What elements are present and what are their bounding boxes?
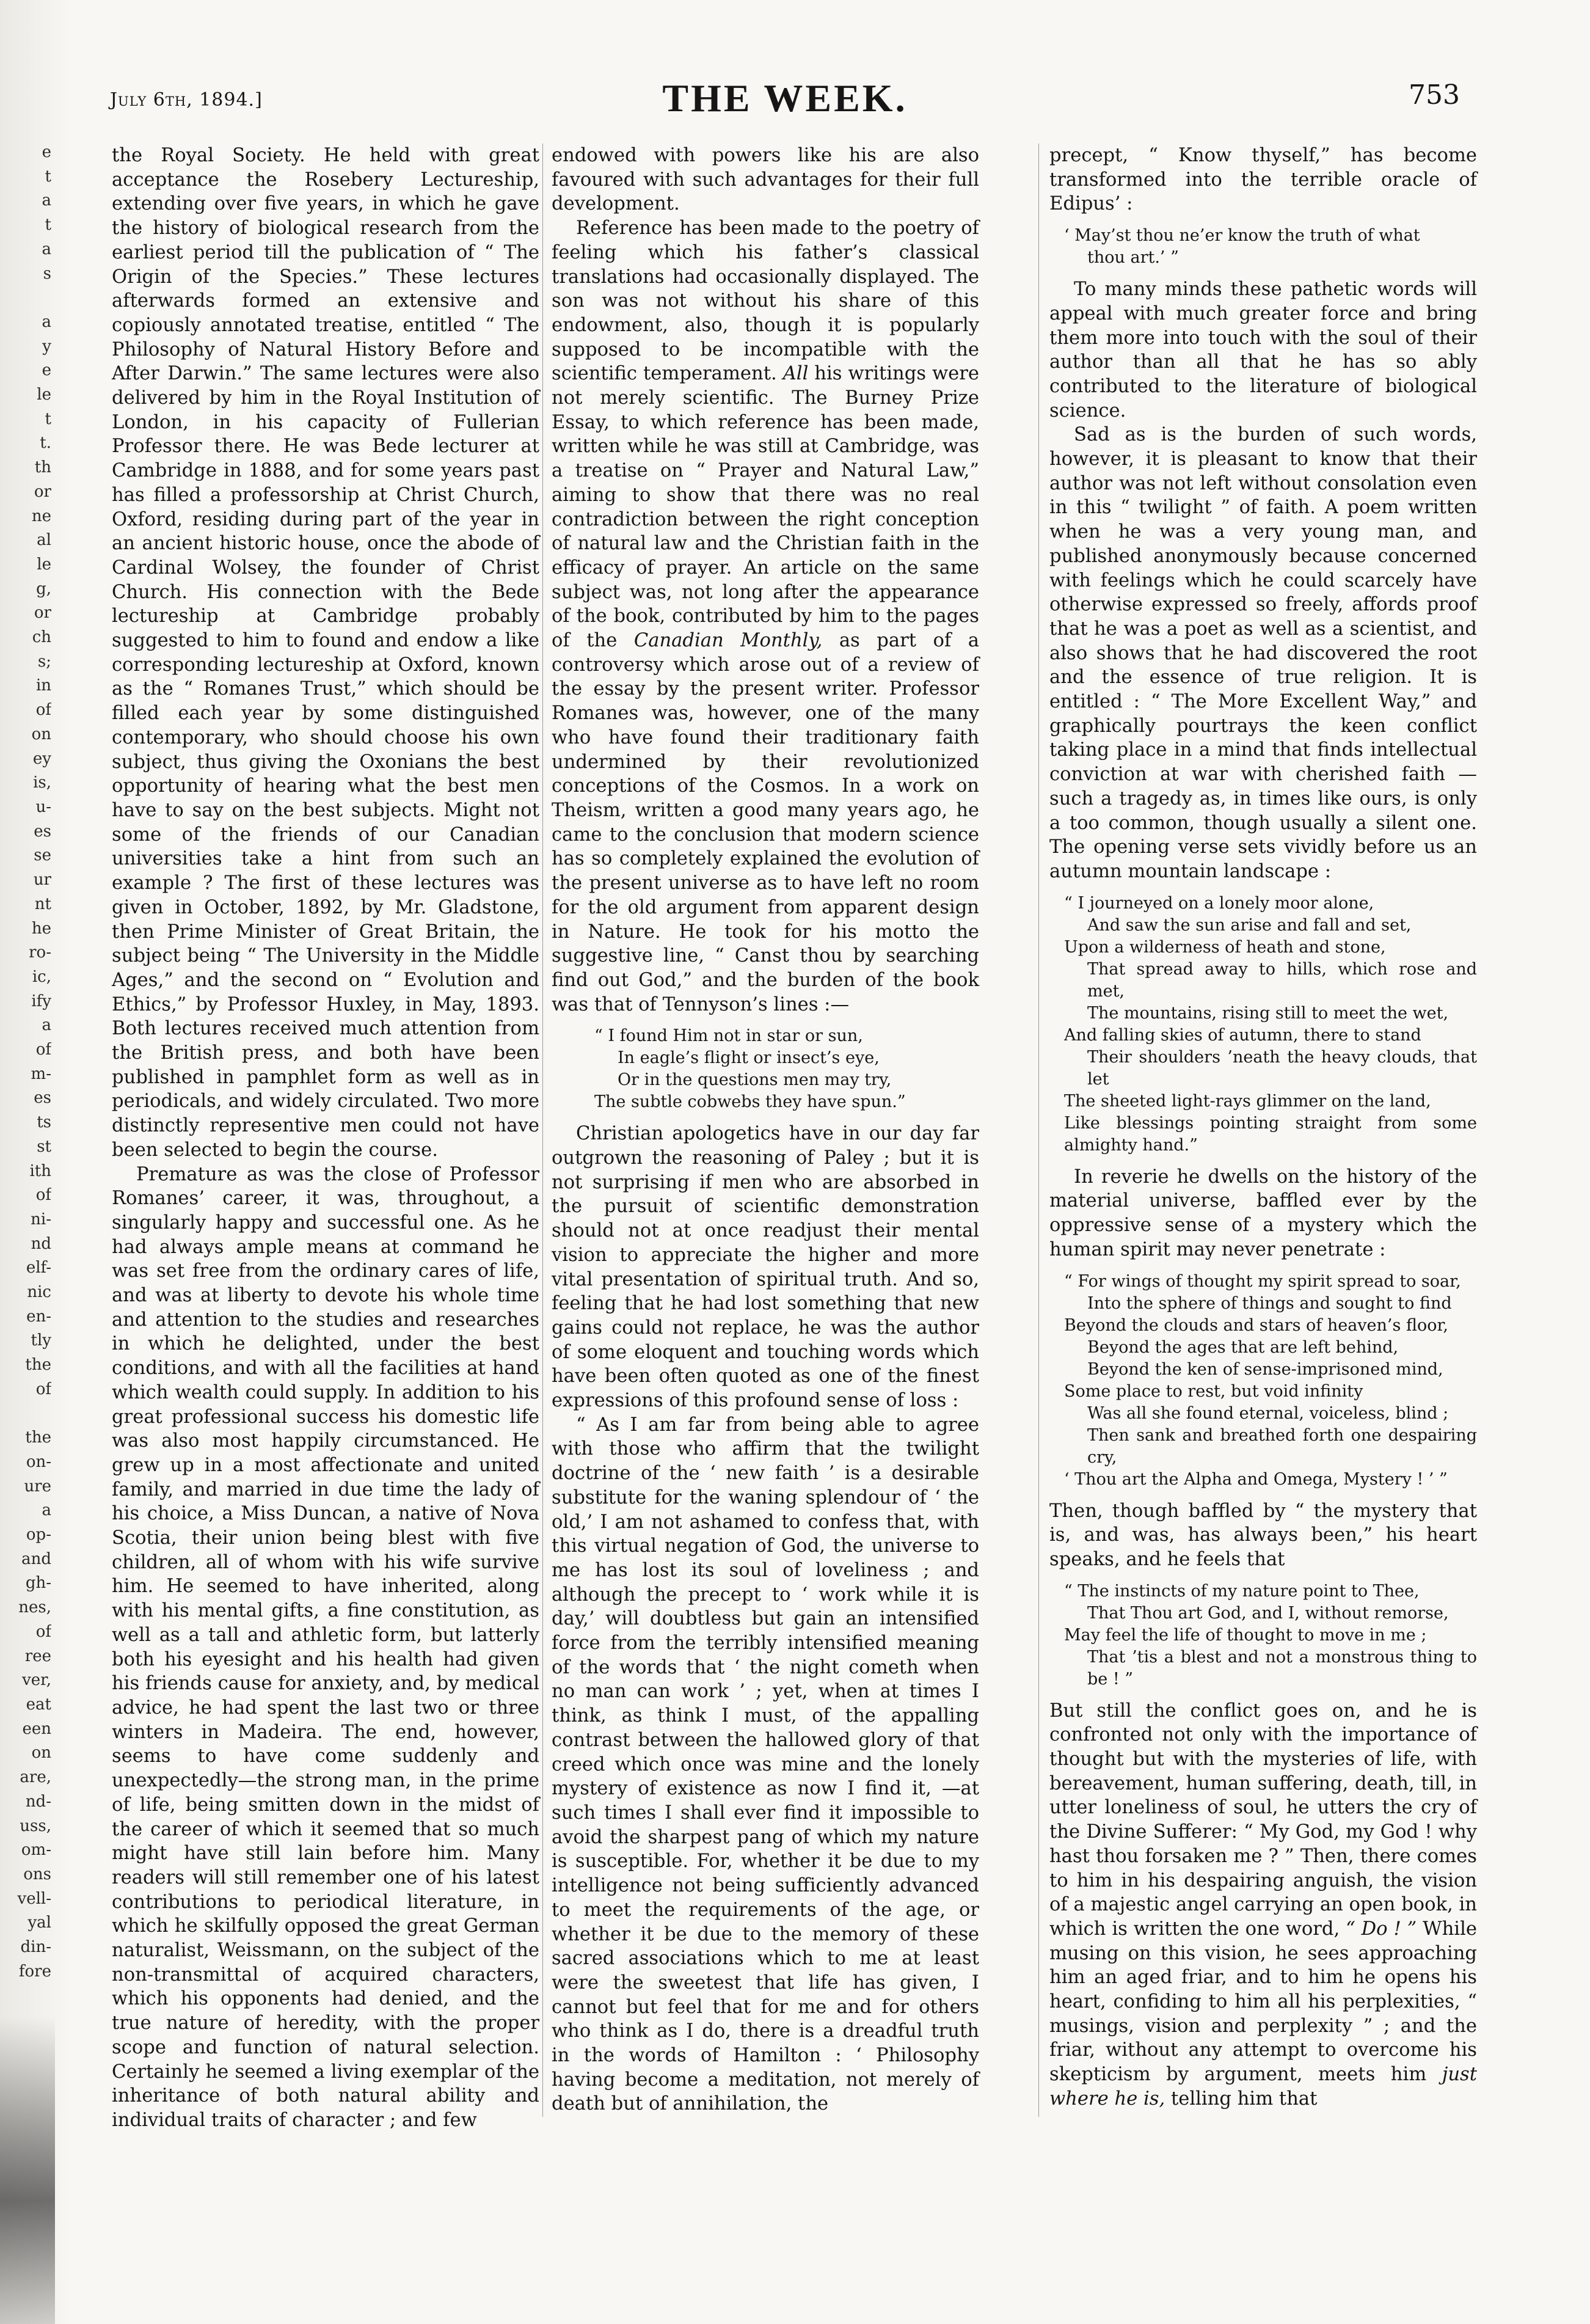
verse-line: In eagle’s flight or insect’s eye, <box>618 1048 880 1068</box>
gutter-fragment: t. <box>40 434 51 453</box>
paragraph: precept, “ Know thyself,” has become transformed into the terrible oracle of Edipus’ : <box>1049 145 1477 215</box>
gutter-fragment: ts <box>37 1113 51 1132</box>
verse-line: Some place to rest, but void infinity <box>1064 1381 1363 1401</box>
gutter-fragment: t <box>45 409 51 428</box>
verse-line: The sheeted light-rays glimmer on the land, <box>1064 1091 1431 1111</box>
gutter-fragment: al <box>37 531 51 550</box>
gutter-fragment: a <box>42 1501 51 1520</box>
paragraph <box>552 216 979 1017</box>
emphasis: All <box>782 363 809 385</box>
gutter-fragment: or <box>34 482 51 501</box>
gutter-fragment: elf- <box>26 1259 51 1277</box>
binding-shadow <box>0 2016 55 2324</box>
gutter-fragment: din- <box>20 1938 51 1957</box>
verse-line: Beyond the ages that are left behind, <box>1087 1337 1399 1357</box>
verse-quote <box>1049 1271 1477 1491</box>
paragraph: the Royal Society. He held with great acceptance the Rosebery Lectureship, extending over five years, in which he gave the history of biological research from the earliest period till the publication of “ The Origin of the Species.” These lectures afterwards formed an extensive and copiously annotated treatise, entitled “ The Philosophy of Natural History Before and After Darwin.” The same lectures were also delivered by him in the Royal Institution of London, in his capacity of Fullerian Professor there. He was Bede lecturer at Cambridge in 1888, and for some years past has filled a professorship at Christ Church, Oxford, residing during part of the year in an ancient historic house, once the abode of Cardinal Wolsey, the founder of Christ Church. His connection with the Bede lectureship at Cambridge probably suggested to him to found and endow a like corresponding lectureship at Oxford, known as the “ Romanes Trust,” which should be filled each year by some distinguished contemporary, who should choose his own subject, thus giving the Oxonians the best opportunity of hearing what the best men have to say on the best subjects. Might not some of the friends of our Canadian universities take a hint from such an example ? The first of these lectures was given in October, 1892, by Mr. Gladstone, then Prime Minister of Great Britain, the subject being “ The University in the Middle Ages,” and the second on “ Evolution and Ethics,” by Professor Huxley, in May, 1893. Both lectures received much attention from the British press, and both have been published in pamphlet form as well as in periodicals, and widely circulated. Two more distinctly representive men could not have been selected to begin the course. <box>112 145 539 1161</box>
verse-line: Beyond the ken of sense-imprisoned mind, <box>1087 1359 1443 1379</box>
verse-line: thou art.’ ” <box>1087 248 1179 268</box>
verse-line: “ For wings of thought my spirit spread to soar, <box>1064 1271 1461 1291</box>
verse-line: Then sank and breathed forth one despairing cry, <box>1087 1425 1477 1467</box>
gutter-fragment: of <box>35 1186 51 1205</box>
paragraph: Christian apologetics have in our day far outgrown the reasoning of Paley ; but it is not surprising if men who are absorbed in the pursuit of scientific demonstration should not at once readjust their mental vision to appreciate the higher and more vital presentation of spiritual truth. And so, feeling that he had lost something that new gains could not replace, he was the author of some eloquent and touching words which have been often quoted as one of the finest expressions of this profound sense of loss : <box>552 1123 979 1412</box>
column-rule <box>1038 144 1039 2117</box>
gutter-fragment <box>2 1402 51 1427</box>
paragraph: Premature as was the close of Professor Romanes’ career, it was, throughout, a singularly happy and successful one. As he had always ample means at command he was set free from the ordinary cares of life, and was at liberty to devote his whole time and attention to the studies and researches in which he delighted, under the best conditions, and with all the facilities at hand which wealth could supply. In addition to his great professional success his domestic life was also most happily circumstanced. He grew up in a most affectionate and united family, and married in due time the lady of his choice, a Miss Duncan, a native of Nova Scotia, their union being blest with five children, all of whom with his wife survive him. He seemed to have inherited, along with his mental gifts, a fine constitution, as well as a tall and athletic form, but latterly both his eyesight and his health had given his friends cause for anxiety, and, by medical advice, he had spent the last two or three winters in Madeira. The end, however, seems to have come suddenly and unexpectedly—the strong man, in the prime of life, being smitten down in the midst of the career of which it seemed that so much might have still lain before him. Many readers will still remember one of his latest contributions to periodical literature, in which he skilfully opposed the great German naturalist, Weissmann, on the subject of the non-transmittal of acquired characters, which his opponents had denied, and the true nature of heredity, with the proper scope and function of natural selection. Certainly he seemed a living exemplar of the inheritance of both natural ability and individual traits of character ; and few <box>112 1163 539 2131</box>
gutter-fragment: ni- <box>31 1210 51 1229</box>
column-2 <box>552 144 979 2116</box>
gutter-fragment: of <box>35 1040 51 1059</box>
gutter-fragment: t <box>45 216 51 235</box>
gutter-fragment: uss, <box>20 1816 51 1835</box>
gutter-fragment: s; <box>37 652 51 671</box>
text-run: But still the conflict goes on, and he is confronted not only with the importance of thought but with the mysteries of life, with bereavement, human suffering, death, till, in utter loneliness of soul, he utters the cry of the Divine Sufferer: “ My God, my God ! why hast thou forsaken me ? ” Then, there comes to him in his despairing anguish, the vision of a majestic angel carrying an open book, in which is written the one word, <box>1049 1700 1477 1940</box>
column-1 <box>112 144 539 2133</box>
text-run: as part of a controversy which arose out of a review of the essay by the present writer. Professor Romanes was, however, one of the many who have found their traditionary faith undermined by their revolutionized conceptions of the Cosmos. In a work on Theism, written a good many years ago, he came to the conclusion that modern science has so completely explained the evolution of the present universe as to have left no room for the old argument from apparent design in Nature. He took for his motto the suggestive line, “ Canst thou by searching find out God,” and the burden of the book was that of Tennyson’s lines :— <box>552 630 979 1015</box>
gutter-fragment: on- <box>26 1452 51 1471</box>
paragraph: Then, though baffled by “ the mystery that is, and was, has always been,” his heart speaks, and he feels that <box>1049 1500 1477 1570</box>
gutter-fragment: le <box>37 555 51 574</box>
gutter-fragment: nes, <box>18 1598 51 1617</box>
paragraph: endowed with powers like his are also favoured with such advantages for their full development. <box>552 145 979 215</box>
column-rule <box>542 144 543 2117</box>
gutter-fragment: e <box>42 143 51 161</box>
left-page-gutter <box>0 0 73 2324</box>
adjacent-page-fragments <box>2 141 51 1984</box>
publication-title: THE WEEK. <box>662 76 908 120</box>
verse-quote <box>1049 893 1477 1157</box>
gutter-fragment: es <box>34 822 51 841</box>
paragraph: “ As I am far from being able to agree with those who affirm that the twilight doctrine of the ‘ new faith ’ is a desirable substitute for the waning splendour of ‘ the old,’ I am not ashamed to confess that, with this virtual negation of God, the universe to me has lost its soul of loveliness ; and although the precept to ‘ work while it is day,’ will doubtless but gain an intensified force from the terribly intensified meaning of the words that ‘ the night cometh when no man can work ’ ; yet, when at times I think, as think I must, of the appalling contrast between the hallowed glory of that creed which once was mine and the lonely mystery of existence as now I find it, —at such times I shall ever find it impossible to avoid the sharpest pang of which my nature is susceptible. For, whether it be due to my intelligence not being sufficiently advanced to meet the requirements of the age, or whether it be due to the memory of these sacred associations which to me at least were the sweetest that life has given, I cannot but feel that for me and for others who think as I do, there is a dreadful truth in the words of Hamilton : ‘ Philosophy having become a meditation, not merely of death but of annihilation, the <box>552 1414 979 2115</box>
gutter-fragment: s <box>43 264 51 283</box>
verse-line: Into the sphere of things and sought to find <box>1087 1293 1452 1313</box>
verse-line: ‘ May’st thou ne’er know the truth of what <box>1064 226 1420 246</box>
verse-line: Beyond the clouds and stars of heaven’s floor, <box>1064 1315 1448 1335</box>
paragraph: Sad as is the burden of such words, however, it is pleasant to know that their author was not left without consolation even in this “ twilight ” of faith. A poem written when he was a very young man, and published anonymously because concerned with feelings which he could scarcely have otherwise expressed so freely, affords proof that he was a poet as well as a scientist, and also shows that he had discovered the root and the essence of true religion. It is entitled : “ The More Excellent Way,” and graphically pourtrays the keen conflict taking place in a mind that finds intellectual conviction at war with cherished faith —such a tragedy as, in times like ours, is only a too common, though usually a silent one. The opening verse sets vividly before us an autumn mountain landscape : <box>1049 424 1477 882</box>
gutter-fragment: eat <box>26 1695 51 1714</box>
verse-line: And falling skies of autumn, there to stand <box>1064 1025 1421 1045</box>
gutter-fragment: in <box>35 676 51 695</box>
column-3 <box>1049 144 1477 2111</box>
gutter-fragment: or <box>34 604 51 623</box>
gutter-fragment: een <box>22 1719 51 1738</box>
verse-line: And saw the sun arise and fall and set, <box>1087 915 1412 935</box>
gutter-fragment: and <box>21 1549 51 1568</box>
verse-line: Or in the questions men may try, <box>618 1070 892 1090</box>
gutter-fragment: m- <box>31 1064 51 1083</box>
verse-line: That spread away to hills, which rose and met, <box>1087 959 1477 1001</box>
gutter-fragment: nt <box>34 894 51 913</box>
gutter-fragment: op- <box>26 1526 51 1544</box>
verse-line: That ’tis a blest and not a monstrous thing to be ! ” <box>1087 1647 1477 1689</box>
gutter-fragment: t <box>45 167 51 186</box>
verse-line: Upon a wilderness of heath and stone, <box>1064 937 1386 957</box>
emphasis: just where he is, <box>1049 2064 1478 2110</box>
gutter-fragment: on <box>31 1744 51 1763</box>
gutter-fragment: e <box>42 361 51 380</box>
gutter-fragment: ur <box>33 871 51 890</box>
verse-line: ‘ Thou art the Alpha and Omega, Mystery ! ’ ” <box>1064 1469 1448 1489</box>
gutter-fragment: on <box>31 725 51 744</box>
verse-line: “ I journeyed on a lonely moor alone, <box>1064 893 1374 913</box>
gutter-fragment: ure <box>24 1477 51 1496</box>
gutter-fragment: ro- <box>29 943 51 962</box>
gutter-fragment: the <box>25 1356 51 1375</box>
issue-date: July 6th, 1894.] <box>110 89 263 111</box>
gutter-fragment: yal <box>27 1913 51 1932</box>
gutter-fragment: en- <box>26 1307 51 1326</box>
gutter-fragment: ne <box>31 506 51 525</box>
gutter-fragment: a <box>42 1016 51 1035</box>
gutter-fragment: u- <box>35 797 51 816</box>
gutter-fragment: ver, <box>22 1671 51 1690</box>
verse-line: Was all she found eternal, voiceless, blind ; <box>1087 1403 1449 1423</box>
gutter-fragment: are, <box>20 1768 51 1787</box>
verse-quote <box>1049 225 1477 269</box>
paragraph: To many minds these pathetic words will appeal with much greater force and bring them more into touch with the soul of their author than all that he has so ably contributed to the literature of biological science. <box>1049 279 1477 422</box>
gutter-fragment: y <box>42 337 51 356</box>
gutter-fragment: se <box>34 846 51 865</box>
gutter-fragment: is, <box>33 773 51 792</box>
text-run: his writings were not merely scientific. The Burney Prize Essay, to which reference has been made, written while he was still at Cambridge, was a treatise on “ Prayer and Natural Law,” aiming to show that there was no real contradiction between the right conception of natural law and the Christian faith in the efficacy of prayer. An article on the same subject was, not long after the appearance of the book, contributed by him to the pages of the <box>552 363 979 652</box>
gutter-fragment: of <box>35 1622 51 1641</box>
gutter-fragment: ree <box>24 1646 51 1665</box>
verse-line: The mountains, rising still to meet the wet, <box>1087 1003 1449 1023</box>
text-run: Reference has been made to the poetry of feeling which his father’s classical translations had occasionally displayed. The son was not without his share of this endowment, also, though it is popularly supposed to be incompatible with the scientific temperament. <box>552 217 979 385</box>
gutter-fragment: vell- <box>17 1889 51 1908</box>
gutter-fragment <box>2 286 51 310</box>
gutter-fragment: of <box>35 1379 51 1398</box>
verse-quote <box>552 1025 979 1113</box>
gutter-fragment: ith <box>29 1161 51 1180</box>
gutter-fragment: he <box>31 919 51 938</box>
paragraph: In reverie he dwells on the history of the material universe, baffled ever by the oppressive sense of a mystery which the human spirit may never penetrate : <box>1049 1166 1477 1260</box>
gutter-fragment: g, <box>36 579 51 598</box>
gutter-fragment: om- <box>21 1841 51 1860</box>
gutter-fragment: nd <box>31 1234 51 1253</box>
emphasis: “ Do ! ” <box>1346 1918 1417 1940</box>
gutter-fragment: st <box>37 1137 51 1156</box>
emphasis: Canadian Monthly, <box>633 630 823 652</box>
gutter-fragment: ey <box>32 749 51 768</box>
text-run: While musing on this vision, he sees approaching him an aged friar, and to him he opens his heart, confiding to him all his perplexities, “ musings, vision and perplexity ” ; and the friar, without any attempt to overcome his skepticism by argument, meets him <box>1049 1918 1477 2086</box>
gutter-fragment: nd- <box>25 1792 51 1811</box>
verse-line: That Thou art God, and I, without remorse, <box>1087 1603 1449 1623</box>
gutter-fragment: a <box>42 312 51 331</box>
gutter-fragment: fore <box>18 1962 51 1981</box>
gutter-fragment: the <box>25 1428 51 1447</box>
gutter-fragment: ify <box>31 992 51 1010</box>
gutter-fragment: of <box>35 701 51 720</box>
gutter-fragment: le <box>37 386 51 404</box>
gutter-fragment: ch <box>32 628 51 647</box>
gutter-fragment: es <box>34 1089 51 1108</box>
gutter-fragment: a <box>42 239 51 258</box>
gutter-fragment: ic, <box>32 967 51 986</box>
page-number: 753 <box>1409 79 1460 111</box>
verse-line: “ The instincts of my nature point to Thee, <box>1064 1581 1420 1601</box>
verse-line: Like blessings pointing straight from some almighty hand.” <box>1064 1113 1477 1155</box>
verse-line: “ I found Him not in star or sun, <box>594 1026 863 1046</box>
gutter-fragment: tly <box>31 1331 51 1350</box>
gutter-fragment: ons <box>23 1865 51 1884</box>
paragraph <box>1049 1699 1477 2111</box>
gutter-fragment: a <box>42 191 51 210</box>
verse-line: Their shoulders ’neath the heavy clouds, that let <box>1087 1047 1477 1089</box>
gutter-fragment: nic <box>27 1283 51 1302</box>
gutter-fragment: th <box>34 458 51 477</box>
verse-line: The subtle cobwebs they have spun.” <box>594 1092 906 1112</box>
page-header <box>104 73 1466 128</box>
verse-line: May feel the life of thought to move in me ; <box>1064 1625 1427 1645</box>
text-run: telling him that <box>1170 2088 1318 2110</box>
verse-quote <box>1049 1580 1477 1690</box>
gutter-fragment: gh- <box>25 1574 51 1593</box>
